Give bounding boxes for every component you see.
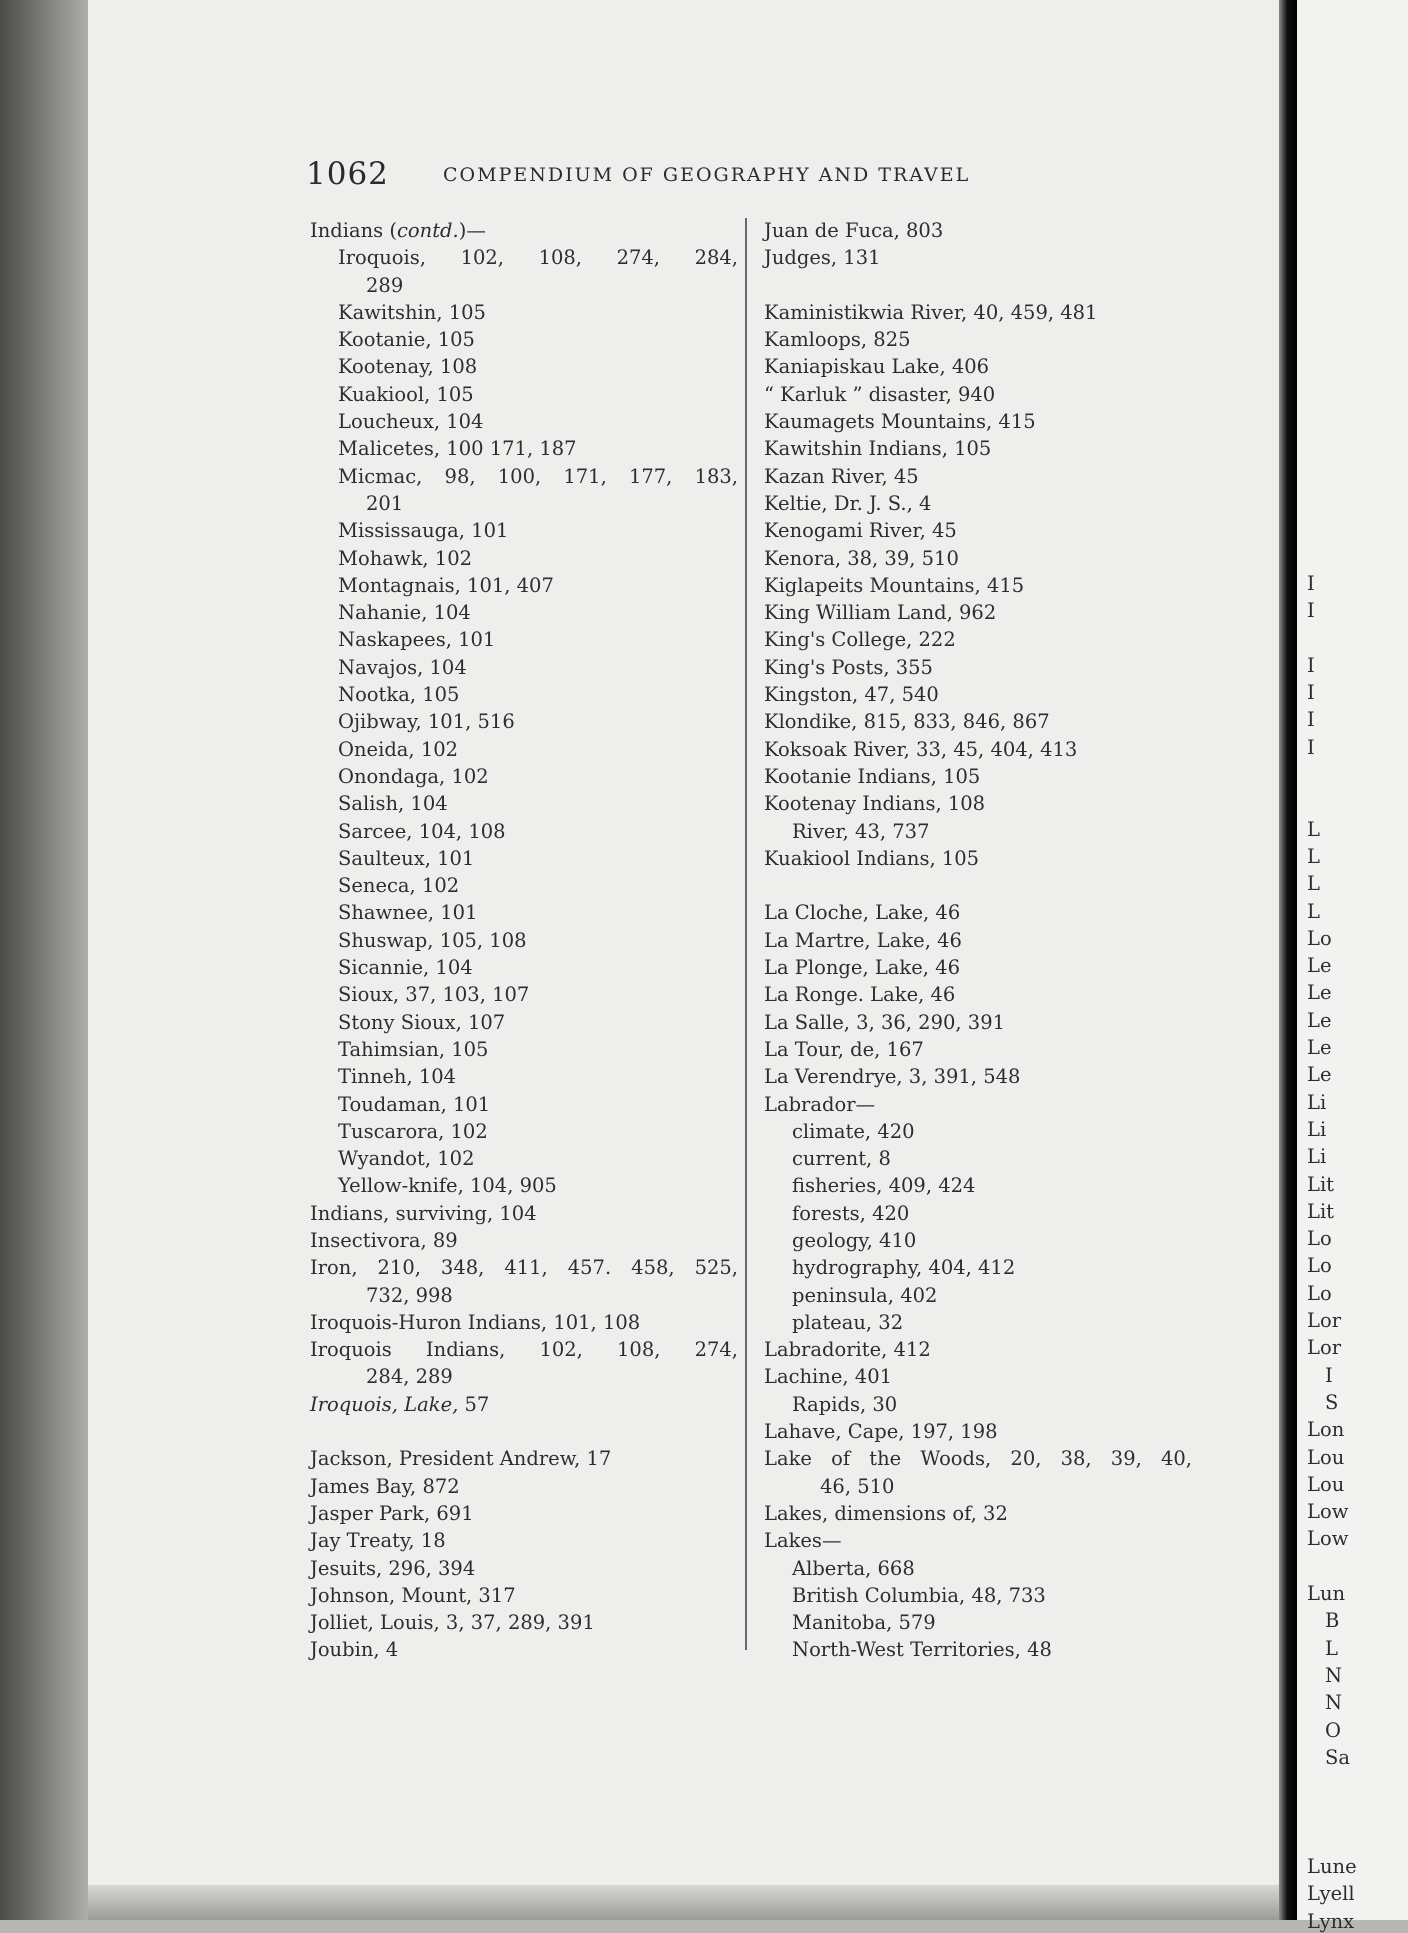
index-entry-fragment: I [1307,681,1315,705]
index-entry: Tahimsian, 105 [338,1037,489,1061]
index-entry: North-West Territories, 48 [792,1638,1052,1662]
page-number: 1062 [306,156,389,192]
index-entry-fragment: Lo [1307,1227,1332,1251]
index-entry: Kootanie, 105 [338,328,475,352]
index-entry: Tinneh, 104 [338,1065,457,1089]
index-entry: Montagnais, 101, 407 [338,573,554,597]
index-entry: Kenora, 38, 39, 510 [764,546,959,570]
index-entry: Nootka, 105 [338,683,460,707]
index-entry: Tuscarora, 102 [338,1119,488,1143]
page-header [306,156,971,192]
index-entry: Indians (contd.)— [310,219,486,242]
index-entry: fisheries, 409, 424 [792,1174,976,1198]
index-entry: Judges, 131 [764,246,881,270]
index-entry: Manitoba, 579 [792,1611,936,1635]
index-entry: Alberta, 668 [792,1556,915,1580]
index-entry-fragment: Li [1307,1090,1327,1114]
index-entry: Kamloops, 825 [764,328,911,352]
index-entry: Labrador— [764,1092,876,1116]
index-entry: Stony Sioux, 107 [338,1010,506,1034]
index-entry: Keltie, Dr. J. S., 4 [764,491,932,515]
index-entry: King's Posts, 355 [764,655,933,679]
index-entry: peninsula, 402 [792,1283,938,1307]
index-entry: “ Karluk ” disaster, 940 [764,382,996,406]
index-entry-fragment: Lou [1307,1445,1345,1469]
index-entry-fragment: I [1307,653,1315,677]
index-entry: 732, 998 [366,1283,453,1307]
index-entry: Kaministikwia River, 40, 459, 481 [764,300,1098,324]
index-entry-fragment: Lo [1307,1281,1332,1305]
book-gutter [1279,0,1297,1920]
column-divider [745,218,747,1650]
index-entry: Sioux, 37, 103, 107 [338,983,530,1007]
index-entry: Lahave, Cape, 197, 198 [764,1420,998,1444]
running-title: COMPENDIUM OF GEOGRAPHY AND TRAVEL [443,164,971,186]
index-column-right [764,217,1192,1664]
index-entry: Iron, 210, 348, 411, 457. 458, 525, [310,1256,738,1280]
index-entry: Mohawk, 102 [338,546,473,570]
index-column-left [310,217,738,1664]
index-entry: Juan de Fuca, 803 [764,219,944,242]
index-entry-fragment: Li [1307,1145,1327,1169]
index-entry: Iroquois, 102, 108, 274, 284, [338,246,738,270]
index-entry: Seneca, 102 [338,874,460,898]
index-entry: Kawitshin Indians, 105 [764,437,992,461]
index-entry: River, 43, 737 [792,819,930,843]
index-entry: Nahanie, 104 [338,601,471,625]
index-entry: Wyandot, 102 [338,1147,475,1171]
index-entry: Kenogami River, 45 [764,519,957,543]
index-entry-fragment: S [1325,1390,1339,1414]
index-entry: Indians, surviving, 104 [310,1201,537,1225]
index-entry: Ojibway, 101, 516 [338,710,515,734]
index-entry: Kawitshin, 105 [338,300,486,324]
index-entry-fragment: Lon [1307,1418,1345,1442]
page-bottom-edge [88,1885,1280,1920]
index-entry-fragment: L [1307,899,1320,923]
index-entry: Kootenay Indians, 108 [764,792,986,816]
index-entry-fragment: I [1307,735,1315,759]
index-entry: La Cloche, Lake, 46 [764,901,961,925]
index-entry: Salish, 104 [338,792,448,816]
index-entry-fragment: Low [1307,1500,1349,1524]
index-entry: Oneida, 102 [338,737,459,761]
index-entry-fragment: Le [1307,1036,1332,1059]
index-entry-fragment: Lou [1307,1472,1345,1496]
index-entry-fragment: Le [1307,1063,1332,1087]
index-entry-fragment: Lor [1307,1309,1342,1332]
index-entry: Rapids, 30 [792,1392,898,1416]
index-entry-fragment: O [1325,1718,1341,1742]
index-entry: 201 [366,491,404,515]
index-entry-fragment: L [1307,844,1320,868]
index-entry: Kiglapeits Mountains, 415 [764,573,1025,597]
section-gap [310,1418,738,1445]
index-entry-fragment: L [1325,1636,1338,1660]
index-entry: Navajos, 104 [338,655,467,679]
index-entry-fragment: I [1307,571,1315,595]
index-entry: Mississauga, 101 [338,519,509,543]
index-entry-fragment: L [1307,817,1320,841]
index-entry-fragment: N [1325,1663,1343,1687]
index-entry-fragment: Lit [1307,1199,1335,1223]
index-entry: Lachine, 401 [764,1365,893,1389]
index-entry-fragment: Low [1307,1527,1349,1551]
index-entry-fragment: Li [1307,1117,1327,1141]
index-entry: Kuakiool, 105 [338,382,474,406]
index-entry-fragment: Sa [1325,1745,1350,1769]
index-entry: geology, 410 [792,1228,917,1252]
index-entry: Labradorite, 412 [764,1338,931,1362]
index-entry: Jesuits, 296, 394 [310,1556,476,1580]
section-gap [764,272,1192,299]
index-entry-fragment: Le [1307,954,1332,978]
index-entry: King's College, 222 [764,628,956,652]
index-entry: Kingston, 47, 540 [764,683,939,707]
index-entry-fragment: I [1325,1363,1333,1387]
index-entry-fragment: Lo [1307,926,1332,950]
index-entry: Micmac, 98, 100, 171, 177, 183, [338,464,738,488]
index-entry: Lakes— [764,1529,842,1553]
index-entry: Kootenay, 108 [338,355,478,379]
index-entry: La Martre, Lake, 46 [764,928,962,952]
index-entry: Shawnee, 101 [338,901,478,925]
index-entry: La Ronge. Lake, 46 [764,983,956,1007]
index-entry: Insectivora, 89 [310,1228,458,1252]
index-entry: Sicannie, 104 [338,956,473,980]
index-entry-fragment: L [1307,872,1320,896]
index-entry: Kaumagets Mountains, 415 [764,410,1036,434]
index-entry: Kuakiool Indians, 105 [764,846,980,870]
index-entry: James Bay, 872 [310,1474,460,1498]
index-entry-fragment: I [1307,708,1315,732]
index-entry: 289 [366,273,404,297]
index-entry-fragment: Lun [1307,1582,1346,1605]
index-entry: British Columbia, 48, 733 [792,1583,1046,1607]
index-entry: Yellow-knife, 104, 905 [338,1174,557,1198]
index-entry: 284, 289 [366,1365,453,1389]
index-entry: Kootanie Indians, 105 [764,764,981,788]
index-entry: Onondaga, 102 [338,764,489,788]
index-entry-fragment: I [1307,599,1315,623]
index-entry: Shuswap, 105, 108 [338,928,527,952]
index-entry: La Plonge, Lake, 46 [764,956,960,980]
index-entry-fragment: N [1325,1691,1343,1715]
index-entry: current, 8 [792,1147,891,1171]
index-entry: Jasper Park, 691 [310,1501,474,1525]
right-page [1297,0,1408,1933]
index-entry: 46, 510 [820,1474,895,1498]
index-entry-fragment: Lor [1307,1336,1342,1360]
index-entry: Jackson, President Andrew, 17 [310,1447,612,1471]
index-entry: Iroquois Indians, 102, 108, 274, [310,1338,738,1362]
section-gap [764,872,1192,899]
index-entry: La Verendrye, 3, 391, 548 [764,1065,1021,1089]
index-entry-fragment: Lo [1307,1254,1332,1278]
index-entry: plateau, 32 [792,1310,904,1334]
index-entry: Kazan River, 45 [764,464,919,488]
index-entry: Toudaman, 101 [338,1092,491,1116]
index-entry-fragment: B [1325,1609,1340,1633]
index-entry: Lake of the Woods, 20, 38, 39, 40, [764,1447,1192,1471]
index-entry: Sarcee, 104, 108 [338,819,506,843]
index-entry: Johnson, Mount, 317 [310,1583,516,1607]
index-entry-fragment: Lynx [1307,1909,1355,1933]
index-entry: Loucheux, 104 [338,410,484,434]
index-entry-fragment: Lune [1307,1855,1357,1878]
index-entry: Iroquois, Lake, 57 [310,1392,490,1416]
index-entry: forests, 420 [792,1201,910,1225]
index-entry: Iroquois-Huron Indians, 101, 108 [310,1310,641,1334]
index-entry: Jolliet, Louis, 3, 37, 289, 391 [310,1611,595,1635]
index-entry: Joubin, 4 [310,1638,399,1662]
index-entry: hydrography, 404, 412 [792,1256,1016,1280]
index-entry: La Tour, de, 167 [764,1037,924,1061]
index-entry: Lakes, dimensions of, 32 [764,1501,1008,1525]
index-entry-fragment: Le [1307,981,1332,1005]
index-entry: Saulteux, 101 [338,846,475,870]
index-entry-fragment: Lyell [1307,1882,1355,1906]
index-entry-fragment: Le [1307,1008,1332,1032]
index-entry: Malicetes, 100 171, 187 [338,437,577,461]
index-entry: King William Land, 962 [764,601,997,625]
index-entry: La Salle, 3, 36, 290, 391 [764,1010,1006,1034]
index-entry: Naskapees, 101 [338,628,496,652]
index-entry: climate, 420 [792,1119,915,1143]
index-entry: Kaniapiskau Lake, 406 [764,355,990,379]
index-entry: Koksoak River, 33, 45, 404, 413 [764,737,1078,761]
index-entry: Jay Treaty, 18 [310,1529,446,1553]
index-entry-fragment: Lit [1307,1172,1335,1196]
index-entry: Klondike, 815, 833, 846, 867 [764,710,1050,734]
